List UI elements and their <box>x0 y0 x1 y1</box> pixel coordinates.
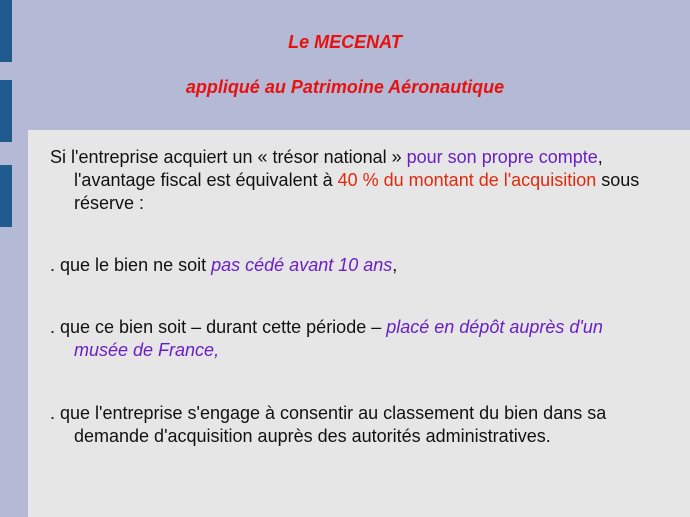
paragraph-condition-2 <box>50 316 654 362</box>
paragraph-condition-1 <box>50 254 654 277</box>
paragraph-condition-3 <box>50 402 654 448</box>
slide-title: Le MECENAT <box>288 32 402 52</box>
slide-subtitle: appliqué au Patrimoine Aéronautique <box>185 77 505 97</box>
content-panel <box>28 130 690 517</box>
p2-text-c: , <box>392 255 398 275</box>
paragraph-condition-intro <box>50 146 654 215</box>
p4-text-a: . que l'entreprise s'engage à consentir au classement du bien dans sa demande d'acquisition auprès des autorités administratives. <box>50 403 607 446</box>
p1-text-own-account: pour son propre compte <box>406 147 598 167</box>
p1-text-a: Si l'entreprise acquiert un « trésor national » <box>50 147 407 167</box>
accent-bar-bottom <box>0 165 12 227</box>
p3-text-a: . que ce bien soit – durant cette période – <box>50 317 387 337</box>
p3-text-highlight: placé en dépôt auprès d'un musée de France, <box>74 317 603 360</box>
p1-text-c: , l'avantage fiscal est équivalent à <box>74 147 603 190</box>
p1-text-e: sous réserve : <box>74 170 640 213</box>
p1-text-percent: 40 % du montant de l'acquisition <box>337 170 597 190</box>
p2-text-a: . que le bien ne soit <box>50 255 212 275</box>
p2-text-highlight: pas cédé avant 10 ans <box>211 255 393 275</box>
